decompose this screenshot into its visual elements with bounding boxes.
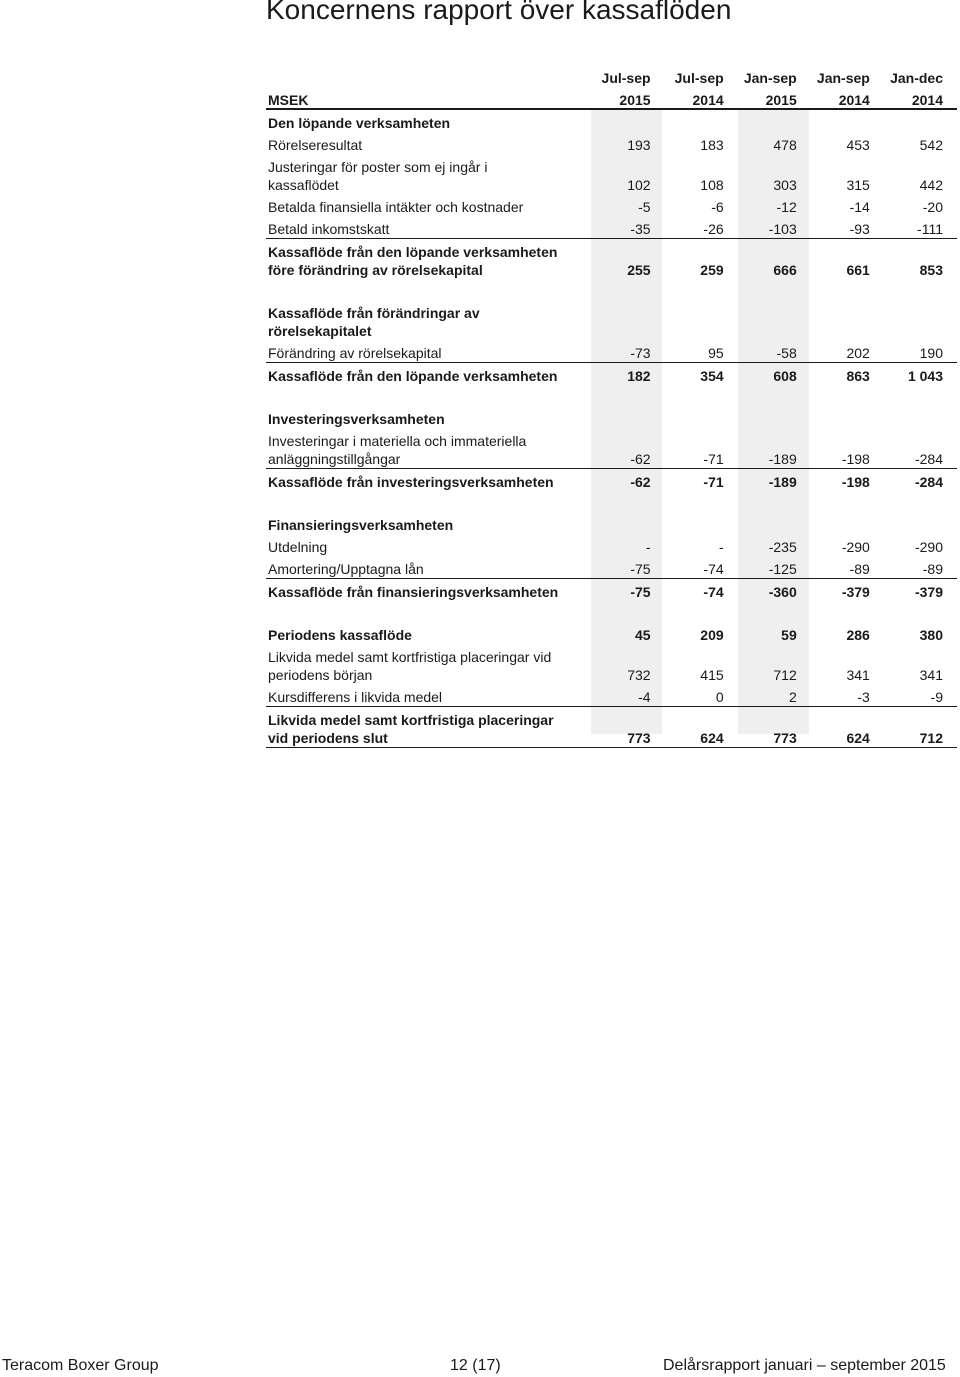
row-label-line: periodens början: [268, 667, 373, 683]
table-row: [266, 556, 957, 579]
row-value: -20: [922, 199, 943, 215]
row-value: [738, 406, 811, 428]
row-value: 608: [773, 368, 797, 384]
row-value: 286: [846, 627, 870, 643]
row-value: 193: [627, 137, 651, 153]
row-value: 183: [700, 137, 724, 153]
row-value: 453: [846, 137, 870, 153]
table-row: [266, 154, 957, 194]
row-value: 732: [627, 667, 651, 683]
row-label: [266, 109, 591, 132]
row-value: -35: [591, 216, 664, 239]
row-value: -71: [665, 428, 738, 469]
row-value: -290: [841, 539, 870, 555]
row-value: -: [645, 539, 651, 555]
row-value: 341: [846, 667, 870, 683]
row-value: -379: [841, 584, 870, 600]
row-label-line: Kassaflöde från förändringar av: [268, 305, 480, 321]
row-value: -125: [738, 556, 811, 579]
row-value: [811, 300, 884, 340]
row-value: [884, 109, 957, 132]
row-label-line: före förändring av rörelsekapital: [268, 262, 483, 278]
row-value: -111: [884, 216, 957, 239]
row-label: [266, 340, 591, 363]
row-label: [266, 363, 591, 386]
row-value: -93: [811, 216, 884, 239]
row-value: [591, 109, 664, 132]
row-label: [266, 622, 591, 644]
row-value: 255: [627, 262, 651, 278]
row-value: 182: [627, 368, 651, 384]
row-label: [266, 154, 591, 194]
row-value: 108: [700, 177, 724, 193]
row-value: 354: [700, 368, 724, 384]
row-value: [665, 300, 738, 340]
row-value: -62: [591, 428, 664, 469]
column-header-period: Jan-sep: [743, 70, 797, 86]
column-header-period: Jan-dec: [890, 70, 943, 86]
row-label-line: Finansieringsverksamheten: [268, 517, 454, 533]
row-value: [665, 512, 738, 534]
row-label-line: vid periodens slut: [268, 730, 388, 746]
row-label-line: Amortering/Upptagna lån: [268, 561, 424, 577]
table-row: [266, 512, 957, 534]
row-label: [266, 556, 591, 579]
row-label: [266, 579, 591, 602]
row-value: [738, 512, 811, 534]
row-value: -75: [630, 584, 651, 600]
row-value: [591, 512, 664, 534]
row-value: -360: [768, 584, 797, 600]
row-value: -74: [665, 556, 738, 579]
row-value: -: [718, 539, 724, 555]
column-header-period: Jul-sep: [601, 70, 651, 86]
row-value: 624: [811, 707, 884, 748]
column-header-year: 2014: [811, 86, 884, 109]
row-label: [266, 684, 591, 707]
spacer-row: [266, 279, 957, 300]
column-header-year: 2014: [665, 86, 738, 109]
row-value: -235: [768, 539, 797, 555]
unit-label: MSEK: [266, 86, 591, 109]
row-value: [811, 512, 884, 534]
row-value: 59: [781, 627, 797, 643]
row-value: -14: [849, 199, 870, 215]
spacer-row: [266, 385, 957, 406]
column-header-year: 2015: [591, 86, 664, 109]
row-label: [266, 216, 591, 239]
row-value: 190: [884, 340, 957, 363]
table-row: [266, 239, 957, 280]
table-row: [266, 363, 957, 386]
row-value: 303: [773, 177, 797, 193]
row-value: -73: [591, 340, 664, 363]
row-value: -74: [703, 584, 724, 600]
row-label-line: Kassaflöde från den löpande verksamheten: [268, 368, 558, 384]
table-row: [266, 300, 957, 340]
row-label-line: anläggningstillgångar: [268, 451, 401, 467]
row-label: [266, 239, 591, 280]
row-label-line: kassaflödet: [268, 177, 339, 193]
row-value: -4: [591, 684, 664, 707]
cash-flow-table: [266, 64, 957, 748]
row-label-line: Rörelseresultat: [268, 137, 363, 153]
spacer-row: [266, 491, 957, 512]
row-value: -71: [703, 474, 724, 490]
footer-report-title: Delårsrapport januari – september 2015: [663, 1357, 946, 1374]
page-title: Koncernens rapport över kassaflöden: [266, 0, 732, 25]
table-row: [266, 340, 957, 363]
row-value: -26: [665, 216, 738, 239]
row-value: 773: [738, 707, 811, 748]
row-value: [591, 406, 664, 428]
row-label-line: Investeringsverksamheten: [268, 411, 445, 427]
row-value: 0: [665, 684, 738, 707]
row-value: -3: [811, 684, 884, 707]
row-value: [665, 406, 738, 428]
table-row: [266, 684, 957, 707]
row-value: [738, 109, 811, 132]
row-label: [266, 406, 591, 428]
row-value: 863: [846, 368, 870, 384]
table-row: [266, 707, 957, 748]
table-row: [266, 534, 957, 556]
row-label-line: Betalda finansiella intäkter och kostnader: [268, 199, 524, 215]
column-header-period: Jan-sep: [816, 70, 870, 86]
row-label: [266, 512, 591, 534]
row-value: [591, 300, 664, 340]
row-value: 209: [700, 627, 724, 643]
row-value: 341: [919, 667, 943, 683]
table-row: [266, 216, 957, 239]
row-value: -6: [711, 199, 724, 215]
row-value: 712: [773, 667, 797, 683]
row-label-line: Likvida medel samt kortfristiga placeringar: [268, 712, 554, 728]
row-value: 542: [919, 137, 943, 153]
row-label-line: Den löpande verksamheten: [268, 115, 451, 131]
row-label-line: Justeringar för poster som ej ingår i: [268, 159, 488, 175]
row-value: -103: [738, 216, 811, 239]
row-value: -89: [884, 556, 957, 579]
row-value: -189: [768, 474, 797, 490]
footer-company: Teracom Boxer Group: [2, 1357, 159, 1374]
row-value: [738, 300, 811, 340]
table-row: [266, 469, 957, 492]
row-value: -290: [914, 539, 943, 555]
row-label: [266, 428, 591, 469]
row-value: 773: [591, 707, 664, 748]
row-value: [884, 512, 957, 534]
row-value: 2: [738, 684, 811, 707]
table-row: [266, 406, 957, 428]
row-value: -75: [591, 556, 664, 579]
row-label: [266, 534, 591, 556]
table-row: [266, 644, 957, 684]
row-label: [266, 132, 591, 154]
table-row: [266, 132, 957, 154]
row-value: 415: [700, 667, 724, 683]
row-value: -379: [914, 584, 943, 600]
row-value: 102: [627, 177, 651, 193]
row-value: 95: [665, 340, 738, 363]
row-label: [266, 300, 591, 340]
row-label: [266, 194, 591, 216]
row-value: -89: [811, 556, 884, 579]
row-label-line: Investeringar i materiella och immateriella: [268, 433, 527, 449]
header-row-period: [266, 64, 957, 86]
row-value: 442: [919, 177, 943, 193]
row-value: -284: [884, 428, 957, 469]
footer-page-number: 12 (17): [450, 1357, 501, 1374]
row-value: 661: [846, 262, 870, 278]
row-value: -12: [776, 199, 797, 215]
row-value: -284: [914, 474, 943, 490]
row-label-line: Förändring av rörelsekapital: [268, 345, 442, 361]
row-value: [884, 300, 957, 340]
row-value: 315: [846, 177, 870, 193]
row-label-line: rörelsekapitalet: [268, 323, 372, 339]
row-label-line: Periodens kassaflöde: [268, 627, 412, 643]
row-label: [266, 469, 591, 492]
table-row: [266, 622, 957, 644]
row-label: [266, 707, 591, 748]
row-value: 259: [700, 262, 724, 278]
column-header-period: Jul-sep: [674, 70, 724, 86]
row-label-line: Kassaflöde från investeringsverksamheten: [268, 474, 554, 490]
row-value: 624: [665, 707, 738, 748]
table-row: [266, 579, 957, 602]
row-value: [665, 109, 738, 132]
row-label: [266, 644, 591, 684]
row-value: -198: [811, 428, 884, 469]
row-value: [811, 109, 884, 132]
row-value: -198: [841, 474, 870, 490]
row-value: 202: [811, 340, 884, 363]
row-value: -5: [638, 199, 651, 215]
row-label-line: Kassaflöde från den löpande verksamheten: [268, 244, 558, 260]
row-value: 853: [919, 262, 943, 278]
row-value: [811, 406, 884, 428]
row-value: -62: [630, 474, 651, 490]
row-value: 380: [919, 627, 943, 643]
row-value: 478: [773, 137, 797, 153]
column-header-year: 2015: [738, 86, 811, 109]
column-header-year: 2014: [884, 86, 957, 109]
row-value: -189: [738, 428, 811, 469]
row-value: 45: [634, 627, 651, 643]
row-value: 1 043: [907, 368, 943, 384]
row-value: -9: [884, 684, 957, 707]
spacer-row: [266, 601, 957, 622]
row-label-line: Likvida medel samt kortfristiga placeringar vid: [268, 649, 552, 665]
table-row: [266, 194, 957, 216]
row-value: -58: [738, 340, 811, 363]
row-label-line: Utdelning: [268, 539, 328, 555]
row-value: [884, 406, 957, 428]
row-label-line: Kursdifferens i likvida medel: [268, 689, 443, 705]
header-row-year: [266, 86, 957, 109]
table-row: [266, 109, 957, 132]
row-label-line: Kassaflöde från finansieringsverksamheten: [268, 584, 559, 600]
row-value: 712: [884, 707, 957, 748]
row-label-line: Betald inkomstskatt: [268, 221, 390, 237]
table-row: [266, 428, 957, 469]
row-value: 666: [773, 262, 797, 278]
